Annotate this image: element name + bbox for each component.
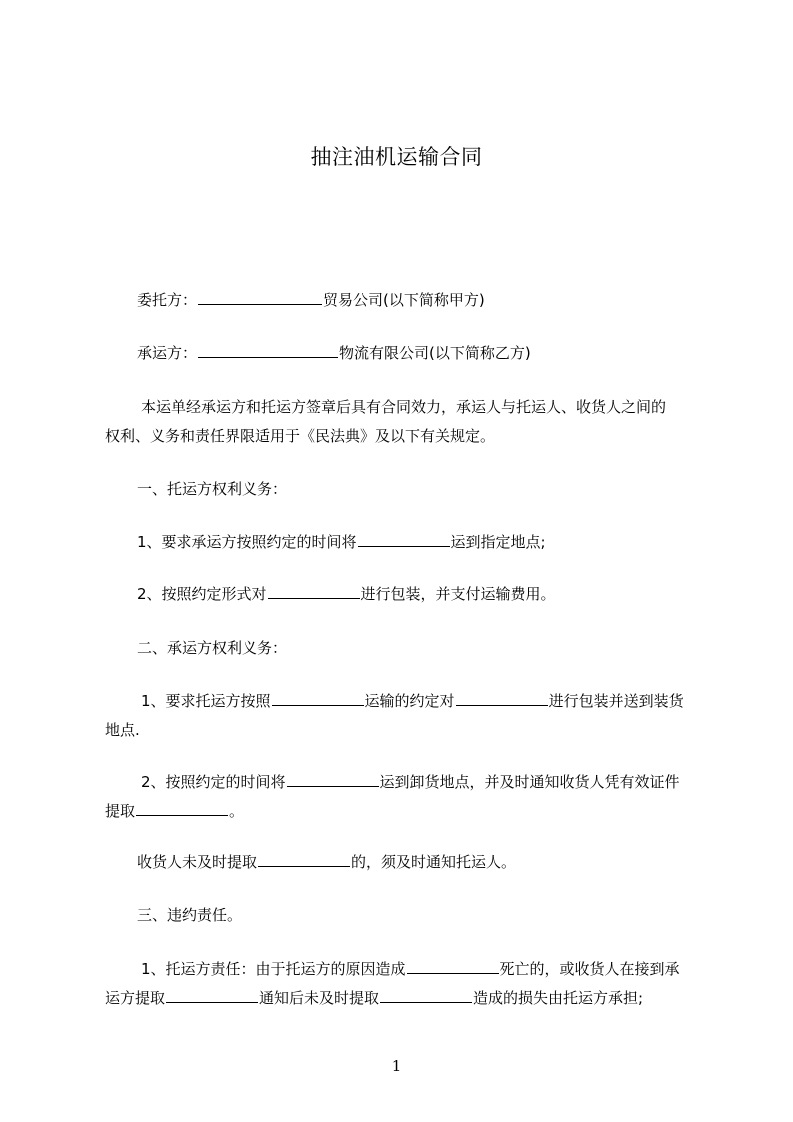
s3-item1-line2-blank-2 [380, 986, 472, 1003]
s2-note-suffix: 的，须及时通知托运人。 [351, 853, 517, 871]
section-2-note [137, 850, 516, 874]
s2-item2-line2-suffix: 。 [229, 802, 245, 820]
intro-line-1: 本运单经承运方和托运方签章后具有合同效力，承运人与托运人、收货人之间的 [141, 398, 667, 416]
s2-item1-blank-1 [272, 689, 364, 706]
s3-item1-blank [407, 957, 499, 974]
s2-item2-suffix: 运到卸货地点，并及时通知收货人凭有效证件 [379, 773, 680, 791]
s3-item1-line2-blank-1 [166, 986, 258, 1003]
section-2-item-1-line-2: 地点. [105, 721, 140, 739]
section-1-heading: 一、托运方权利义务： [137, 480, 288, 498]
s2-note-blank [258, 850, 350, 867]
section-2-item-1 [141, 689, 684, 713]
section-2-item-2-line-2 [105, 799, 244, 823]
s2-item1-blank-2 [456, 689, 548, 706]
carrier-label: 承运方： [137, 344, 198, 362]
page-number: 1 [391, 1057, 402, 1075]
s2-item2-prefix: 2、按照约定的时间将 [141, 773, 286, 791]
section-1-item-2 [137, 582, 556, 606]
section-2-item-2 [141, 770, 680, 794]
s3-item1-suffix: 死亡的，或收货人在接到承 [499, 960, 680, 978]
s1-item1-blank [358, 530, 450, 547]
s2-item1-middle: 运输的约定对 [364, 692, 455, 710]
s1-item2-prefix: 2、按照约定形式对 [137, 585, 267, 603]
section-3-item-1-line-2 [105, 986, 643, 1010]
s3-item1-line2-suffix: 造成的损失由托运方承担; [473, 989, 644, 1007]
carrier-suffix: 物流有限公司(以下简称乙方) [339, 344, 531, 362]
section-3-heading: 三、违约责任。 [137, 906, 243, 924]
s3-item1-line2-prefix: 运方提取 [105, 989, 166, 1007]
carrier-name-blank [198, 341, 338, 358]
s2-item2-line2-blank [136, 799, 228, 816]
s3-item1-prefix: 1、托运方责任：由于托运方的原因造成 [141, 960, 406, 978]
s2-item2-blank [287, 770, 379, 787]
client-label: 委托方： [137, 291, 198, 309]
intro-line-2: 权利、义务和责任界限适用于《民法典》及以下有关规定。 [105, 427, 496, 445]
client-suffix: 贸易公司(以下简称甲方) [323, 291, 485, 309]
s1-item1-prefix: 1、要求承运方按照约定的时间将 [137, 533, 357, 551]
s2-note-prefix: 收货人未及时提取 [137, 853, 258, 871]
s1-item1-suffix: 运到指定地点; [450, 533, 546, 551]
client-name-blank [198, 288, 322, 305]
section-2-heading: 二、承运方权利义务： [137, 639, 288, 657]
s3-item1-line2-middle: 通知后未及时提取 [259, 989, 380, 1007]
s1-item2-suffix: 进行包装，并支付运输费用。 [360, 585, 556, 603]
document-title: 抽注油机运输合同 [310, 145, 483, 169]
section-3-item-1 [141, 957, 680, 981]
s2-item2-line2-prefix: 提取 [105, 802, 136, 820]
carrier-line [137, 341, 531, 365]
section-1-item-1 [137, 530, 546, 554]
client-line [137, 288, 485, 312]
s2-item1-suffix: 进行包装并送到装货 [548, 692, 684, 710]
s2-item1-prefix: 1、要求托运方按照 [141, 692, 271, 710]
s1-item2-blank [268, 582, 360, 599]
